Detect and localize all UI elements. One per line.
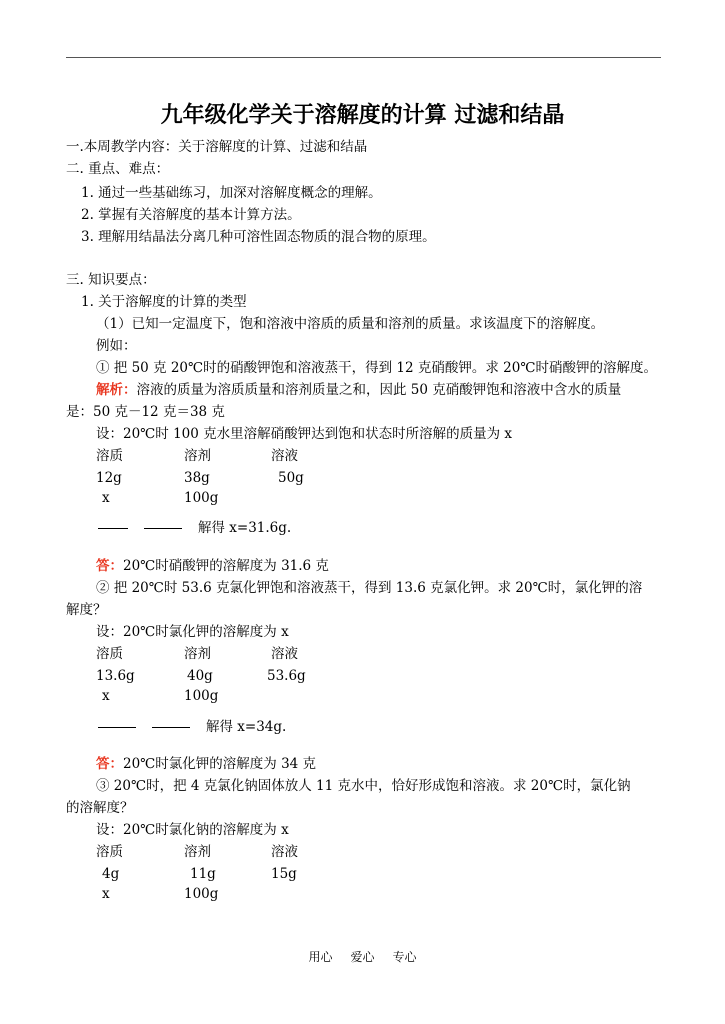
fraction-bar (98, 727, 136, 728)
fraction-bar (98, 528, 128, 529)
ex1-header-solution: 溶液 (271, 448, 298, 464)
ex3-row1-solvent: 11g (190, 866, 216, 882)
knowledge-subpoint: （1）已知一定温度下，饱和溶液中溶质的质量和溶剂的质量。求该温度下的溶解度。 (96, 316, 605, 332)
knowledge-point-1: 1. 关于溶解度的计算的类型 (81, 294, 247, 310)
ex1-row1-solvent: 38g (184, 470, 210, 486)
example-3-setup: 设：20℃时氯化钠的溶解度为 x (96, 822, 289, 838)
footer-word-1: 用心 (308, 950, 333, 964)
example-2-answer (96, 754, 316, 774)
ex3-row1-solution: 15g (271, 866, 297, 882)
footer-word-3: 专心 (392, 950, 417, 964)
footer-word-2: 爱心 (350, 950, 375, 964)
ex1-header-solvent: 溶剂 (184, 448, 211, 464)
fraction-bar (144, 528, 182, 529)
ex3-row1-solute: 4g (102, 866, 120, 882)
page-footer (0, 948, 725, 965)
analysis-text: 溶液的质量为溶质质量和溶剂质量之和，因此 50 克硝酸钾饱和溶液中含水的质量 (136, 382, 622, 398)
example-2-question-cont: 解度？ (66, 602, 107, 618)
answer-label: 答： (96, 756, 123, 772)
ex1-row2-solute: x (102, 490, 110, 506)
ex2-header-solvent: 溶剂 (184, 646, 211, 662)
answer-text: 20℃时氯化钾的溶解度为 34 克 (123, 756, 317, 772)
fraction-bar (152, 727, 190, 728)
ex3-row2-solvent: 100g (184, 886, 219, 902)
ex2-fraction-equation (98, 717, 286, 737)
section-2-heading: 二. 重点、难点： (66, 161, 170, 177)
example-1-question: ① 把 50 克 20℃时的硝酸钾饱和溶液蒸干，得到 12 克硝酸钾。求 20℃时硝酸钾的溶解度。 (96, 360, 657, 376)
example-1-analysis (96, 380, 621, 400)
example-1-setup: 设：20℃时 100 克水里溶解硝酸钾达到饱和状态时所溶解的质量为 x (96, 426, 513, 442)
ex1-header-solute: 溶质 (96, 448, 123, 464)
example-3-question: ③ 20℃时，把 4 克氯化钠固体放人 11 克水中，恰好形成饱和溶液。求 20℃时，氯化钠 (96, 778, 631, 794)
ex3-row2-solute: x (102, 886, 110, 902)
ex2-solve-text: 解得 x=34g. (206, 719, 287, 735)
ex3-header-solvent: 溶剂 (184, 844, 211, 860)
ex1-fraction-equation (98, 518, 291, 538)
example-2-question: ② 把 20℃时 53.6 克氯化钾饱和溶液蒸干，得到 13.6 克氯化钾。求 20℃时，氯化钾的溶 (96, 580, 643, 596)
header-rule (66, 57, 661, 58)
section-3-heading: 三. 知识要点： (66, 272, 156, 288)
example-2-setup: 设：20℃时氯化钾的溶解度为 x (96, 624, 289, 640)
answer-text: 20℃时硝酸钾的溶解度为 31.6 克 (123, 558, 329, 574)
section-1-heading: 一.本周教学内容：关于溶解度的计算、过滤和结晶 (66, 139, 368, 155)
point-1: 1. 通过一些基础练习，加深对溶解度概念的理解。 (81, 185, 382, 201)
example-3-question-cont: 的溶解度？ (66, 800, 134, 816)
ex3-header-solute: 溶质 (96, 844, 123, 860)
ex1-row1-solute: 12g (96, 470, 122, 486)
analysis-label: 解析： (96, 382, 137, 398)
ex2-header-solution: 溶液 (271, 646, 298, 662)
ex1-row1-solution: 50g (278, 470, 304, 486)
point-3: 3. 理解用结晶法分离几种可溶性固态物质的混合物的原理。 (81, 229, 436, 245)
example-1-answer (96, 556, 329, 576)
document-title: 九年级化学关于溶解度的计算 过滤和结晶 (160, 102, 565, 128)
example-label: 例如： (96, 338, 137, 354)
ex2-row1-solvent: 40g (187, 668, 213, 684)
ex2-row2-solvent: 100g (184, 688, 219, 704)
point-2: 2. 掌握有关溶解度的基本计算方法。 (81, 207, 301, 223)
ex3-header-solution: 溶液 (271, 844, 298, 860)
ex2-row2-solute: x (102, 688, 110, 704)
ex1-row2-solvent: 100g (184, 490, 219, 506)
ex1-solve-text: 解得 x=31.6g. (198, 520, 292, 536)
answer-label: 答： (96, 558, 123, 574)
example-1-analysis-cont: 是：50 克－12 克＝38 克 (66, 404, 225, 420)
ex2-row1-solute: 13.6g (96, 668, 135, 684)
ex2-row1-solution: 53.6g (267, 668, 306, 684)
ex2-header-solute: 溶质 (96, 646, 123, 662)
